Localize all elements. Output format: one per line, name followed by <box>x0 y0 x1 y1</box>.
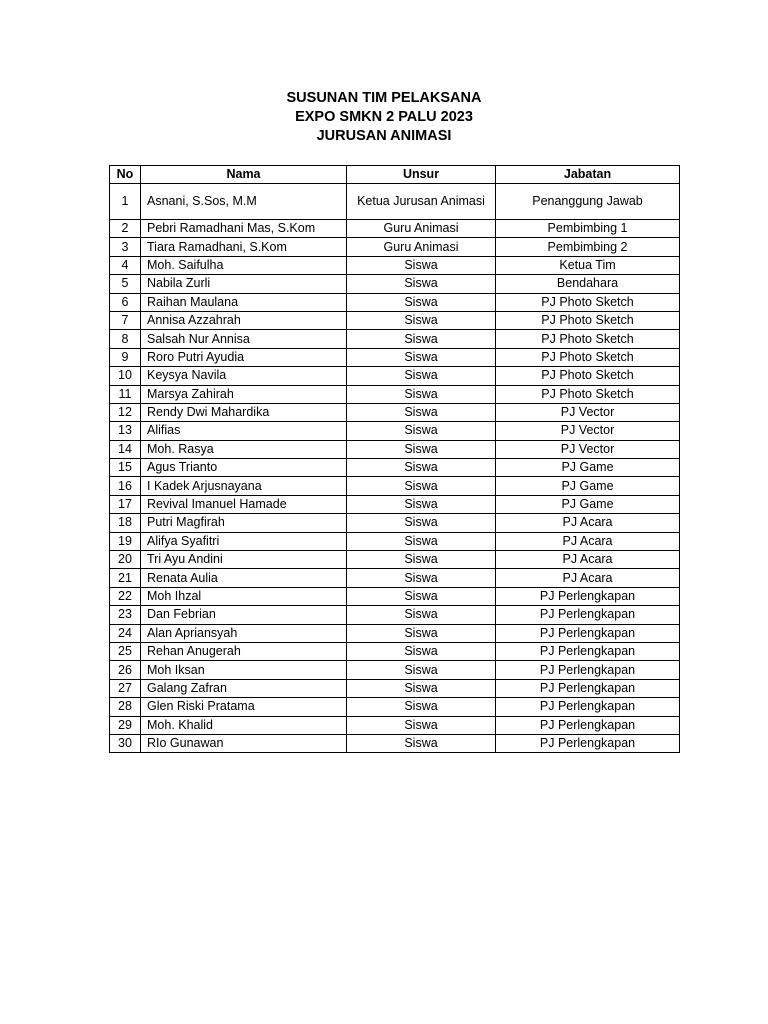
title-line-2: EXPO SMKN 2 PALU 2023 <box>295 109 473 125</box>
cell-unsur: Siswa <box>347 698 496 716</box>
cell-no: 30 <box>110 734 141 752</box>
cell-nama: Marsya Zahirah <box>141 385 347 403</box>
cell-jabatan: PJ Photo Sketch <box>496 385 680 403</box>
cell-no: 8 <box>110 330 141 348</box>
cell-nama: Rehan Anugerah <box>141 642 347 660</box>
cell-no: 17 <box>110 495 141 513</box>
cell-jabatan: PJ Perlengkapan <box>496 734 680 752</box>
header-unsur: Unsur <box>347 166 496 184</box>
cell-unsur: Guru Animasi <box>347 238 496 256</box>
cell-unsur: Siswa <box>347 514 496 532</box>
cell-unsur: Siswa <box>347 275 496 293</box>
cell-no: 18 <box>110 514 141 532</box>
cell-jabatan: PJ Photo Sketch <box>496 348 680 366</box>
table-row <box>110 514 680 532</box>
cell-nama: Alifya Syafitri <box>141 532 347 550</box>
table-row <box>110 311 680 329</box>
cell-nama: Moh. Saifulha <box>141 256 347 274</box>
cell-jabatan: PJ Photo Sketch <box>496 293 680 311</box>
cell-nama: Roro Putri Ayudia <box>141 348 347 366</box>
cell-no: 13 <box>110 422 141 440</box>
cell-jabatan: PJ Acara <box>496 532 680 550</box>
table-row <box>110 624 680 642</box>
cell-unsur: Guru Animasi <box>347 220 496 238</box>
cell-unsur: Siswa <box>347 624 496 642</box>
cell-nama: Raihan Maulana <box>141 293 347 311</box>
table-row <box>110 367 680 385</box>
cell-no: 15 <box>110 459 141 477</box>
table-row <box>110 477 680 495</box>
cell-jabatan: PJ Acara <box>496 551 680 569</box>
cell-jabatan: PJ Vector <box>496 422 680 440</box>
cell-nama: Moh Iksan <box>141 661 347 679</box>
cell-nama: Glen Riski Pratama <box>141 698 347 716</box>
cell-unsur: Siswa <box>347 587 496 605</box>
table-row <box>110 385 680 403</box>
cell-nama: Pebri Ramadhani Mas, S.Kom <box>141 220 347 238</box>
cell-no: 19 <box>110 532 141 550</box>
cell-unsur: Siswa <box>347 716 496 734</box>
cell-unsur: Siswa <box>347 679 496 697</box>
cell-unsur: Siswa <box>347 403 496 421</box>
cell-jabatan: PJ Perlengkapan <box>496 587 680 605</box>
table-row <box>110 440 680 458</box>
cell-jabatan: Penanggung Jawab <box>496 184 680 220</box>
table-row <box>110 459 680 477</box>
cell-unsur: Siswa <box>347 367 496 385</box>
cell-unsur: Siswa <box>347 551 496 569</box>
cell-nama: Agus Trianto <box>141 459 347 477</box>
cell-no: 10 <box>110 367 141 385</box>
cell-jabatan: PJ Game <box>496 477 680 495</box>
cell-no: 20 <box>110 551 141 569</box>
cell-jabatan: PJ Perlengkapan <box>496 661 680 679</box>
cell-nama: Moh. Rasya <box>141 440 347 458</box>
cell-no: 25 <box>110 642 141 660</box>
table-row <box>110 698 680 716</box>
cell-nama: Putri Magfirah <box>141 514 347 532</box>
table-row <box>110 532 680 550</box>
table-row <box>110 606 680 624</box>
cell-nama: Annisa Azzahrah <box>141 311 347 329</box>
cell-jabatan: PJ Perlengkapan <box>496 716 680 734</box>
document-title <box>0 89 768 146</box>
cell-nama: I Kadek Arjusnayana <box>141 477 347 495</box>
header-no: No <box>110 166 141 184</box>
cell-jabatan: PJ Vector <box>496 403 680 421</box>
table-row <box>110 587 680 605</box>
table-row <box>110 330 680 348</box>
cell-nama: Alan Apriansyah <box>141 624 347 642</box>
cell-jabatan: PJ Acara <box>496 569 680 587</box>
cell-unsur: Siswa <box>347 532 496 550</box>
cell-unsur: Siswa <box>347 293 496 311</box>
table-row <box>110 348 680 366</box>
cell-unsur: Siswa <box>347 606 496 624</box>
cell-nama: Asnani, S.Sos, M.M <box>141 184 347 220</box>
table-row <box>110 184 680 220</box>
table-header-row <box>110 166 680 184</box>
cell-nama: Alifias <box>141 422 347 440</box>
cell-no: 16 <box>110 477 141 495</box>
title-line-1: SUSUNAN TIM PELAKSANA <box>286 90 482 106</box>
cell-nama: Salsah Nur Annisa <box>141 330 347 348</box>
cell-nama: RIo Gunawan <box>141 734 347 752</box>
cell-jabatan: PJ Game <box>496 495 680 513</box>
cell-no: 21 <box>110 569 141 587</box>
cell-nama: Rendy Dwi Mahardika <box>141 403 347 421</box>
cell-unsur: Siswa <box>347 495 496 513</box>
cell-jabatan: PJ Perlengkapan <box>496 606 680 624</box>
cell-no: 1 <box>110 184 141 220</box>
cell-unsur: Siswa <box>347 330 496 348</box>
table-body <box>110 184 680 753</box>
cell-no: 12 <box>110 403 141 421</box>
cell-nama: Tiara Ramadhani, S.Kom <box>141 238 347 256</box>
table-row <box>110 275 680 293</box>
cell-no: 7 <box>110 311 141 329</box>
cell-jabatan: PJ Perlengkapan <box>496 642 680 660</box>
cell-no: 6 <box>110 293 141 311</box>
cell-unsur: Siswa <box>347 256 496 274</box>
table-row <box>110 642 680 660</box>
cell-no: 24 <box>110 624 141 642</box>
cell-no: 23 <box>110 606 141 624</box>
title-line-3: JURUSAN ANIMASI <box>316 128 452 144</box>
table-row <box>110 716 680 734</box>
cell-jabatan: PJ Photo Sketch <box>496 311 680 329</box>
cell-no: 5 <box>110 275 141 293</box>
table-row <box>110 403 680 421</box>
cell-jabatan: PJ Perlengkapan <box>496 698 680 716</box>
cell-jabatan: PJ Perlengkapan <box>496 679 680 697</box>
header-jabatan: Jabatan <box>496 166 680 184</box>
cell-nama: Dan Febrian <box>141 606 347 624</box>
cell-no: 29 <box>110 716 141 734</box>
cell-jabatan: Bendahara <box>496 275 680 293</box>
table-row <box>110 293 680 311</box>
table-row <box>110 679 680 697</box>
cell-nama: Moh. Khalid <box>141 716 347 734</box>
table-row <box>110 238 680 256</box>
cell-jabatan: PJ Perlengkapan <box>496 624 680 642</box>
cell-jabatan: Ketua Tim <box>496 256 680 274</box>
cell-jabatan: Pembimbing 1 <box>496 220 680 238</box>
cell-unsur: Siswa <box>347 348 496 366</box>
cell-unsur: Siswa <box>347 734 496 752</box>
cell-no: 3 <box>110 238 141 256</box>
cell-unsur: Siswa <box>347 422 496 440</box>
cell-nama: Keysya Navila <box>141 367 347 385</box>
cell-unsur: Siswa <box>347 569 496 587</box>
cell-nama: Revival Imanuel Hamade <box>141 495 347 513</box>
header-nama: Nama <box>141 166 347 184</box>
table-row <box>110 422 680 440</box>
table-row <box>110 551 680 569</box>
cell-nama: Nabila Zurli <box>141 275 347 293</box>
team-table <box>109 165 680 753</box>
table-row <box>110 256 680 274</box>
cell-unsur: Siswa <box>347 642 496 660</box>
cell-no: 2 <box>110 220 141 238</box>
table-row <box>110 495 680 513</box>
cell-no: 27 <box>110 679 141 697</box>
cell-no: 28 <box>110 698 141 716</box>
cell-nama: Tri Ayu Andini <box>141 551 347 569</box>
cell-unsur: Siswa <box>347 385 496 403</box>
cell-unsur: Siswa <box>347 311 496 329</box>
cell-no: 11 <box>110 385 141 403</box>
cell-unsur: Siswa <box>347 440 496 458</box>
table-row <box>110 569 680 587</box>
cell-unsur: Siswa <box>347 477 496 495</box>
cell-no: 9 <box>110 348 141 366</box>
cell-nama: Galang Zafran <box>141 679 347 697</box>
cell-unsur: Siswa <box>347 459 496 477</box>
cell-jabatan: PJ Vector <box>496 440 680 458</box>
cell-nama: Moh Ihzal <box>141 587 347 605</box>
cell-no: 26 <box>110 661 141 679</box>
cell-no: 4 <box>110 256 141 274</box>
table-row <box>110 220 680 238</box>
cell-jabatan: PJ Photo Sketch <box>496 330 680 348</box>
cell-unsur: Siswa <box>347 661 496 679</box>
cell-jabatan: Pembimbing 2 <box>496 238 680 256</box>
cell-nama: Renata Aulia <box>141 569 347 587</box>
cell-no: 22 <box>110 587 141 605</box>
cell-jabatan: PJ Photo Sketch <box>496 367 680 385</box>
cell-no: 14 <box>110 440 141 458</box>
table-row <box>110 661 680 679</box>
cell-jabatan: PJ Acara <box>496 514 680 532</box>
table-row <box>110 734 680 752</box>
cell-jabatan: PJ Game <box>496 459 680 477</box>
cell-unsur: Ketua Jurusan Animasi <box>347 184 496 220</box>
